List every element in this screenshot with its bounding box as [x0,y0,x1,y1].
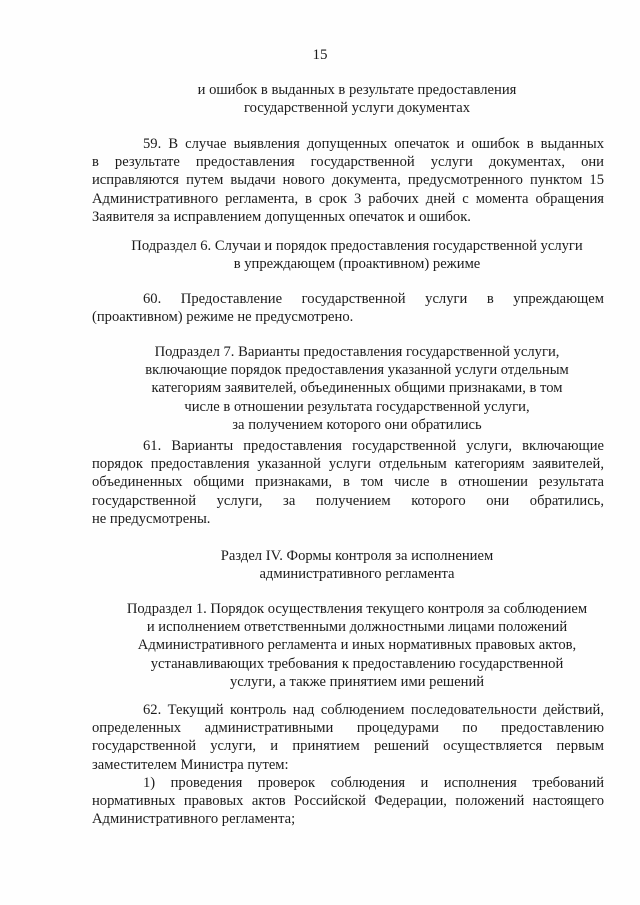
paragraph-line: Административного регламента, в срок 3 рабочих дней с момента обращения [92,190,604,207]
paragraph-62 [92,701,604,774]
paragraph-line: государственной услуги, за получением которого они обратились, [92,492,604,509]
paragraph-line: заместителем Министра путем: [92,756,289,773]
heading-line: Раздел IV. Формы контроля за исполнением [220,548,494,564]
heading-line: Подраздел 7. Варианты предоставления государственной услуги, [154,344,560,360]
heading-line: включающие порядок предоставления указанной услуги отдельным [145,362,569,379]
paragraph-line: 60. Предоставление государственной услуги в упреждающем [143,291,604,307]
paragraph-59 [92,135,604,226]
paragraph-60 [92,290,604,326]
section-heading-errors [92,81,622,117]
heading-line: Подраздел 1. Порядок осуществления текущего контроля за соблюдением [126,601,588,617]
heading-line: устанавливающих требования к предоставлению государственной [150,655,564,672]
paragraph-line: 62. Текущий контроль над соблюдением последовательности действий, [143,702,604,718]
paragraph-line: объединенных общими признаками, в том числе в отношении результата [92,474,604,491]
heading-line: числе в отношении результата государственной услуги, [184,398,530,415]
paragraph-line: в результате предоставления государственной услуги документах, они [92,154,604,171]
subsection-6-heading [92,237,622,273]
list-item-line: Административного регламента; [92,811,296,828]
list-item-line: 1) проведения проверок соблюдения и исполнения требований [143,775,604,791]
paragraph-61 [92,437,604,528]
heading-line: Подраздел 6. Случаи и порядок предоставления государственной услуги [131,238,583,254]
paragraph-line: исправляются путем выдачи нового документа, предусмотренного пунктом 15 [92,172,604,189]
paragraph-line: не предусмотрены. [92,510,211,527]
heading-line: за получением которого они обратились [232,416,482,433]
section-4-heading [92,547,622,583]
paragraph-line: порядок предоставления указанной услуги отдельным категориям заявителей, [92,456,604,473]
heading-line: административного регламента [259,566,455,583]
paragraph-line: Заявителя за исправлением допущенных опечаток и ошибок. [92,208,471,225]
paragraph-line: определенных административными процедурами по предоставлению [92,720,604,737]
paragraph-line: (проактивном) режиме не предусмотрено. [92,309,354,326]
page-number: 15 [312,47,328,63]
subsection-7-heading [92,343,622,434]
heading-line: в упреждающем (проактивном) режиме [233,256,481,273]
paragraph-line: 59. В случае выявления допущенных опечаток и ошибок в выданных [143,136,604,152]
heading-line: государственной услуги документах [243,100,471,117]
paragraph-line: государственной услуги, и принятием решений осуществляется первым [92,738,604,755]
heading-line: и исполнением ответственными должностными лицами положений [146,619,568,636]
subsection-1-heading [92,600,622,691]
paragraph-line: 61. Варианты предоставления государственной услуги, включающие [143,438,604,454]
heading-line: услуги, а также принятием ими решений [229,673,485,690]
heading-line: Административного регламента и иных нормативных правовых актов, [137,637,577,654]
list-item-line: нормативных правовых актов Российской Федерации, положений настоящего [92,793,604,810]
heading-line: и ошибок в выданных в результате предоставления [197,82,517,98]
list-item-1 [92,774,604,829]
heading-line: категориям заявителей, объединенных общими признаками, в том [151,380,563,397]
